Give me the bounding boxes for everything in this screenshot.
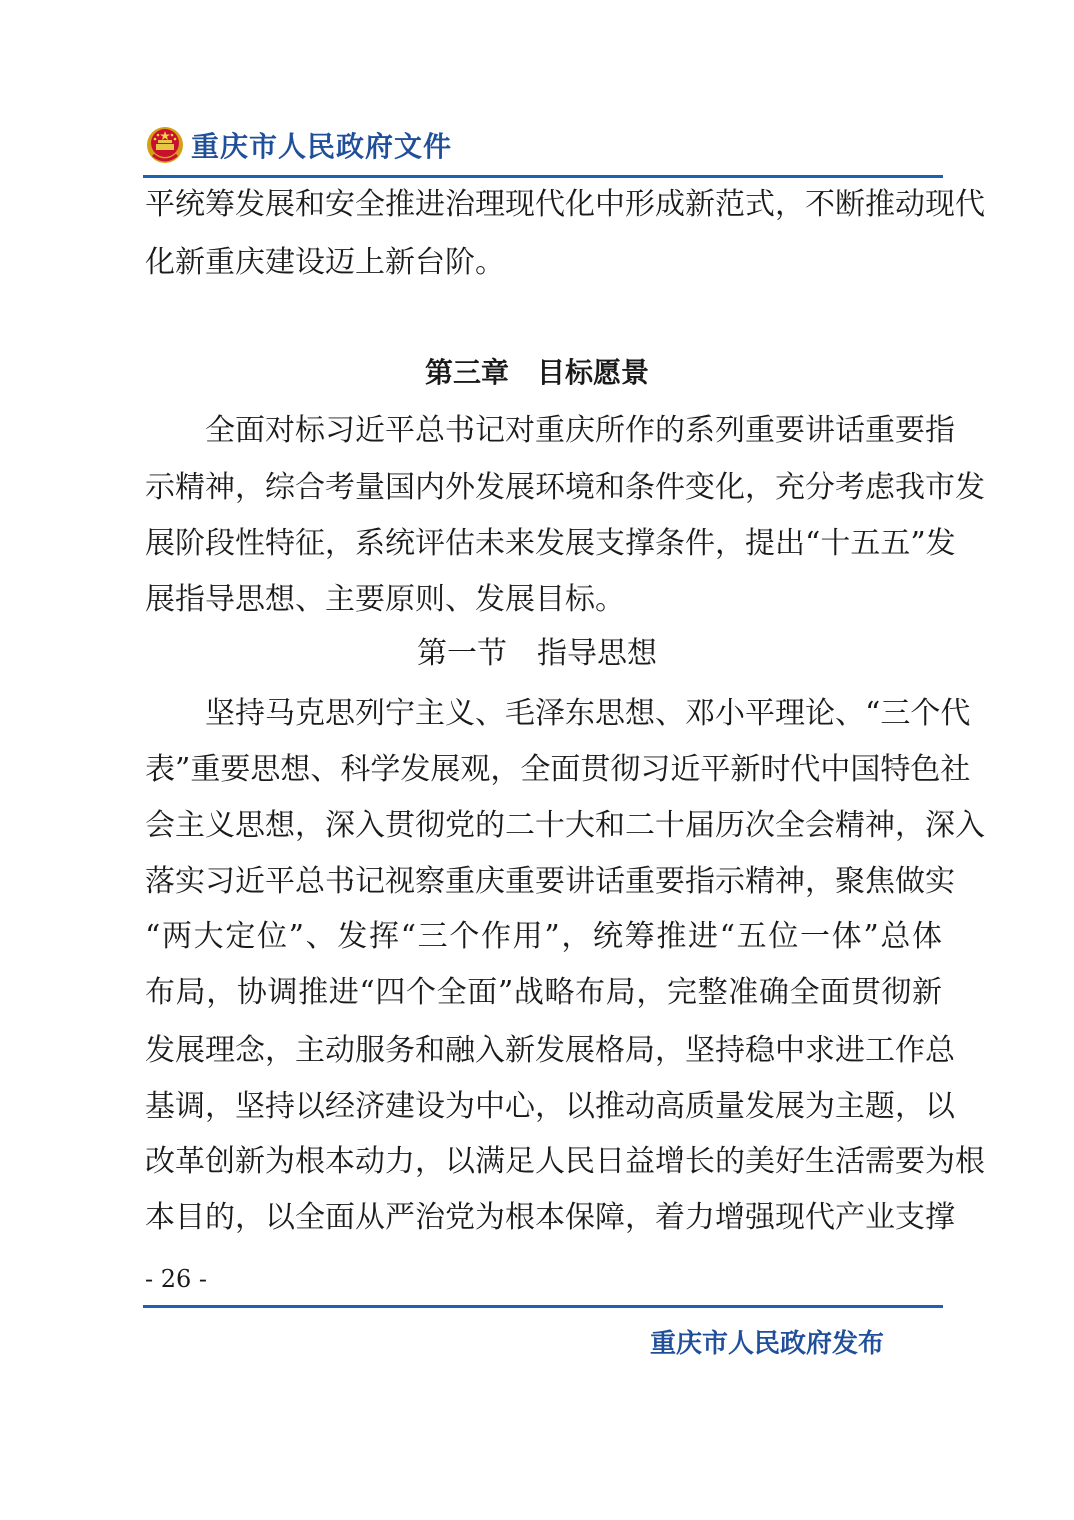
body-line: 化新重庆建设迈上新台阶。	[145, 245, 505, 280]
body-line: 改革创新为根本动力，以满足人民日益增长的美好生活需要为根	[145, 1144, 985, 1179]
body-line: 发展理念，主动服务和融入新发展格局，坚持稳中求进工作总	[145, 1033, 955, 1068]
body-line: 示精神，综合考量国内外发展环境和条件变化，充分考虑我市发	[145, 470, 985, 505]
body-line: 基调，坚持以经济建设为中心，以推动高质量发展为主题，以	[145, 1089, 955, 1124]
header-divider	[143, 175, 943, 178]
header-title: 重庆市人民政府文件	[191, 130, 453, 163]
national-emblem-icon	[145, 125, 185, 165]
body-line: 坚持马克思列宁主义、毛泽东思想、邓小平理论、“三个代	[205, 696, 971, 731]
body-line: 平统筹发展和安全推进治理现代化中形成新范式，不断推动现代	[145, 187, 985, 222]
body-line: “两大定位”、发挥“三个作用”，统筹推进“五位一体”总体	[145, 919, 942, 954]
body-line: 落实习近平总书记视察重庆重要讲话重要指示精神，聚焦做实	[145, 864, 955, 899]
body-line: 全面对标习近平总书记对重庆所作的系列重要讲话重要指	[205, 413, 955, 448]
body-line: 展阶段性特征，系统评估未来发展支撑条件，提出“十五五”发	[145, 526, 956, 561]
chapter-heading: 第三章 目标愿景	[424, 356, 649, 389]
body-line: 展指导思想、主要原则、发展目标。	[145, 582, 625, 617]
body-line: 布局，协调推进“四个全面”战略布局，完整准确全面贯彻新	[145, 975, 942, 1010]
body-line: 表”重要思想、科学发展观，全面贯彻习近平新时代中国特色社	[145, 752, 971, 787]
body-line: 本目的，以全面从严治党为根本保障，着力增强现代产业支撑	[145, 1200, 955, 1235]
body-line: 会主义思想，深入贯彻党的二十大和二十届历次全会精神，深入	[145, 808, 985, 843]
document-header	[145, 120, 452, 170]
section-heading: 第一节 指导思想	[417, 636, 657, 671]
page-number: - 26 -	[145, 1265, 208, 1293]
footer-publisher: 重庆市人民政府发布	[650, 1329, 885, 1359]
footer-divider	[143, 1305, 943, 1308]
